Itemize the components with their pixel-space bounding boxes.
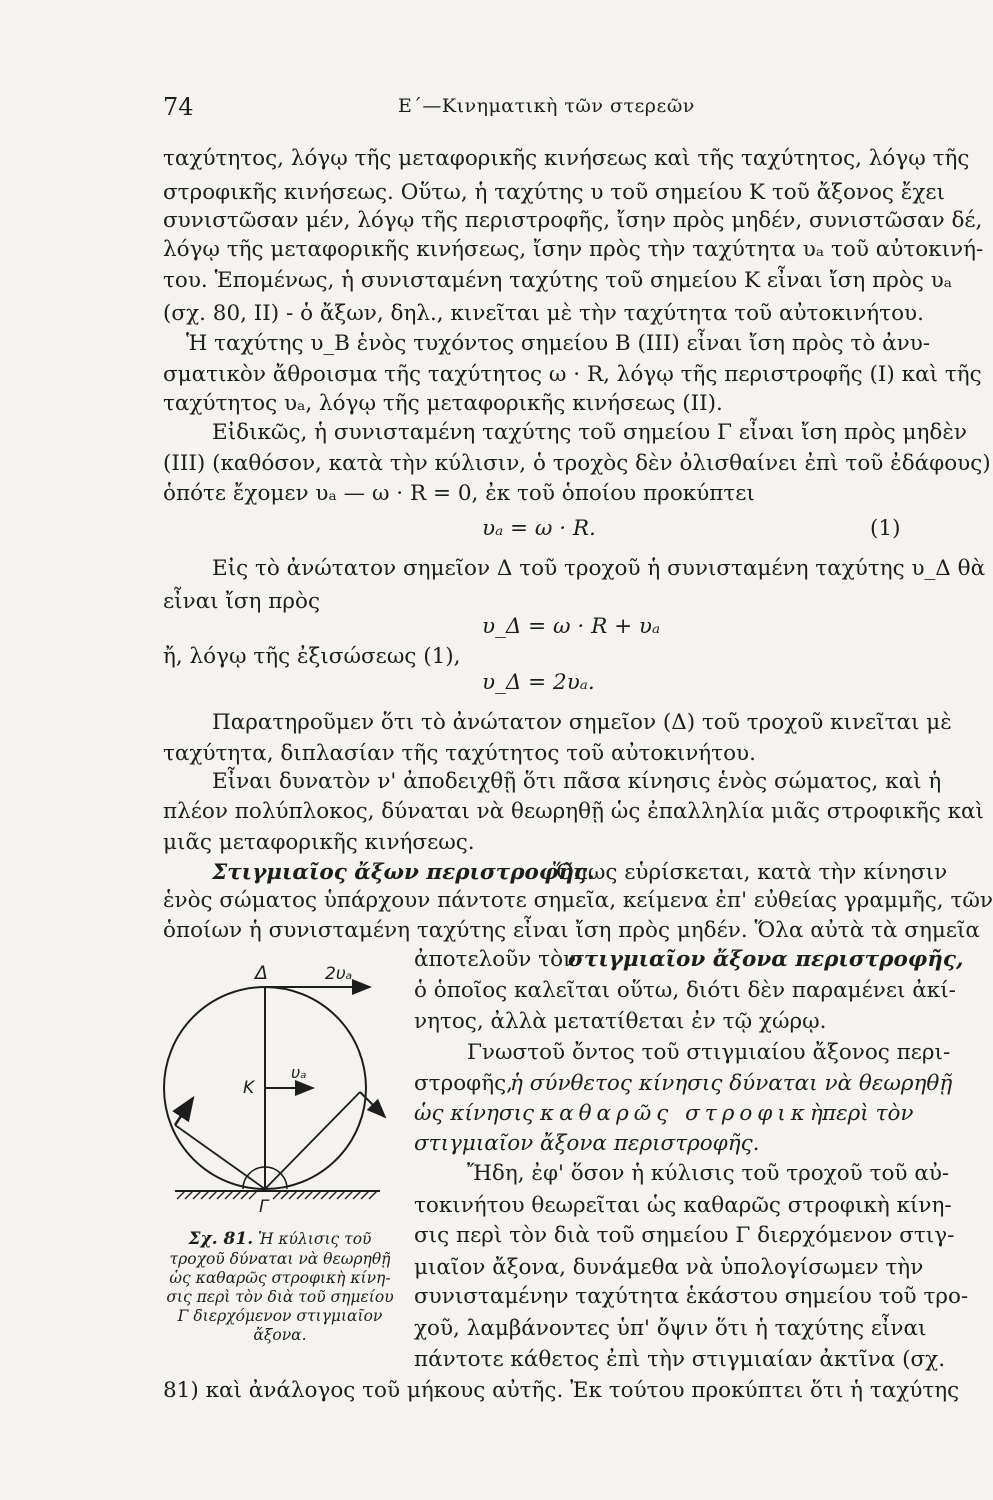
text-line: Εἶναι δυνατὸν ν' ἀποδειχθῇ ὅτι πᾶσα κίνησις ἑνὸς σώματος, καὶ ἡ — [212, 769, 942, 794]
text-line: του. Ἑπομένως, ἡ συνισταμένη ταχύτης τοῦ σημείου Κ εἶναι ἴση πρὸς υₐ — [163, 268, 953, 293]
text-line: στροφικῆς κινήσεως. Οὕτω, ἡ ταχύτης υ τοῦ σημείου Κ τοῦ ἄξονος ἔχει — [163, 180, 945, 205]
text-line: ἀποτελοῦν τὸν — [414, 947, 577, 972]
text-line: χοῦ, λαμβάνοντες ὑπ' ὄψιν ὅτι ἡ ταχύτης εἶναι — [414, 1316, 927, 1341]
text-line: μιαῖον ἄξονα, δυνάμεθα νὰ ὑπολογίσωμεν τὴν — [414, 1255, 924, 1280]
text-line: σματικὸν ἄθροισμα τῆς ταχύτητος ω · R, λόγῳ τῆς περιστροφῆς (Ι) καὶ τῆς — [163, 362, 982, 387]
label-center-point: Κ — [243, 1078, 255, 1098]
text-line: τοκινήτου θεωρεῖται ὡς καθαρῶς στροφικὴ κίνη- — [414, 1193, 952, 1218]
text-line: Γνωστοῦ ὄντος τοῦ στιγμιαίου ἄξονος περι- — [467, 1040, 951, 1065]
text-line: συνισταμένην ταχύτητα ἑκάστου σημείου τοῦ τρο- — [414, 1284, 969, 1309]
text-line: πλέον πολύπλοκος, δύναται νὰ θεωρηθῇ ὡς ἐπαλληλία μιᾶς στροφικῆς καὶ — [163, 799, 984, 824]
caption-line: ἄξονα. — [253, 1326, 307, 1344]
text-line: ὁ ὁποῖος καλεῖται οὕτω, διότι δὲν παραμένει ἀκί- — [414, 978, 956, 1003]
text-line: ταχύτητα, διπλασίαν τῆς ταχύτητος τοῦ αὐτοκινήτου. — [163, 741, 756, 766]
equation-1: υₐ = ω · R. — [482, 516, 596, 541]
spaced-term: καθαρῶς στροφικὴ — [540, 1101, 828, 1126]
emphasis-term: ἡ σύνθετος κίνησις δύναται νὰ θεωρηθῇ — [510, 1071, 953, 1096]
text-line: στροφῆς, — [414, 1071, 513, 1096]
text-line: μιᾶς μεταφορικῆς κινήσεως. — [163, 830, 475, 855]
text-line: λόγῳ τῆς μεταφορικῆς κινήσεως, ἴσην πρὸς τὴν ταχύτητα υₐ τοῦ αὐτοκινή- — [163, 237, 984, 262]
label-center-velocity: υₐ — [291, 1063, 307, 1082]
page-number: 74 — [163, 93, 194, 121]
caption-line: τροχοῦ δύναται νὰ θεωρηθῇ — [169, 1250, 391, 1268]
caption-number: Σχ. 81. — [188, 1229, 254, 1249]
equation-2: υ_Δ = ω · R + υₐ — [482, 614, 661, 639]
text-line: ταχύτητος, λόγῳ τῆς μεταφορικῆς κινήσεως καὶ τῆς ταχύτητος, λόγῳ τῆς — [163, 146, 970, 171]
text-line: (ΙΙΙ) (καθόσον, κατὰ τὴν κύλισιν, ὁ τροχὸς δὲν ὀλισθαίνει ἐπὶ τοῦ ἐδάφους) — [163, 451, 991, 476]
emphasis-term: στιγμιαῖον ἄξονα περιστροφῆς. — [414, 1131, 760, 1156]
text-line: Ἤδη, ἐφ' ὅσον ἡ κύλισις τοῦ τροχοῦ τοῦ αὐ- — [467, 1161, 950, 1186]
ground-hatching — [177, 1191, 377, 1199]
running-title: Ε΄—Κινηματικὴ τῶν στερεῶν — [398, 95, 695, 117]
emphasis-term: στιγμιαῖον ἄξονα περιστροφῆς, — [568, 947, 964, 972]
section-heading: Στιγμιαῖος ἄξων περιστροφῆς. — [212, 860, 595, 885]
text-line: σις περὶ τὸν διὰ τοῦ σημείου Γ διερχόμενον στιγ- — [414, 1223, 955, 1248]
text-line: νητος, ἀλλὰ μετατίθεται ἐν τῷ χώρῳ. — [414, 1009, 827, 1034]
text-line: ἑνὸς σώματος ὑπάρχουν πάντοτε σημεῖα, κείμενα ἐπ' εὐθείας γραμμῆς, τῶν — [163, 888, 993, 913]
rolling-wheel-figure — [155, 955, 415, 1215]
text-line: Ἡ ταχύτης υ_B ἑνὸς τυχόντος σημείου Β (ΙΙΙ) εἶναι ἴση πρὸς τὸ ἀνυ- — [186, 331, 931, 356]
text-line: ἤ, λόγῳ τῆς ἐξισώσεως (1), — [163, 644, 461, 669]
text-line: εἶναι ἴση πρὸς — [163, 589, 320, 614]
text-line: πάντοτε κάθετος ἐπὶ τὴν στιγμιαίαν ἀκτῖνα (σχ. — [414, 1347, 946, 1372]
right-chord — [265, 1092, 360, 1189]
label-contact-point: Γ — [259, 1197, 269, 1215]
label-top-velocity: 2υₐ — [325, 964, 353, 984]
text-line: 81) καὶ ἀνάλογος τοῦ μήκους αὐτῆς. Ἐκ τούτου προκύπτει ὅτι ἡ ταχύτης — [163, 1378, 960, 1403]
figure-caption — [160, 1230, 400, 1249]
caption-line: σις περὶ τὸν διὰ τοῦ σημείου — [166, 1288, 394, 1306]
caption-text: Ἡ κύλισις τοῦ — [258, 1230, 372, 1248]
text-line: ὁποίων ἡ συνισταμένη ταχύτης εἶναι ἴση πρὸς μηδέν. Ὅλα αὐτὰ τὰ σημεῖα — [163, 918, 980, 943]
text-line: Εἰδικῶς, ἡ συνισταμένη ταχύτης τοῦ σημείου Γ εἶναι ἴση πρὸς μηδὲν — [212, 420, 967, 445]
text-line: συνιστῶσαν μέν, λόγῳ τῆς περιστροφῆς, ἴσην πρὸς μηδέν, συνιστῶσαν δέ, — [163, 208, 983, 233]
caption-line: Γ διερχόμενον στιγμιαῖον — [177, 1307, 383, 1325]
text-line: Ὅπως εὑρίσκεται, κατὰ τὴν κίνησιν — [553, 860, 948, 885]
equation-1-label: (1) — [870, 516, 901, 541]
text-line: Παρατηροῦμεν ὅτι τὸ ἀνώτατον σημεῖον (Δ) τοῦ τροχοῦ κινεῖται μὲ — [212, 710, 952, 735]
emphasis-term: περὶ τὸν — [822, 1101, 914, 1126]
caption-line: ὡς καθαρῶς στροφικὴ κίνη- — [169, 1269, 391, 1287]
text-line: (σχ. 80, ΙΙ) - ὁ ἄξων, δηλ., κινεῖται μὲ τὴν ταχύτητα τοῦ αὐτοκινήτου. — [163, 301, 924, 326]
text-line: ταχύτητος υₐ, λόγῳ τῆς μεταφορικῆς κινήσεως (ΙΙ). — [163, 391, 723, 416]
equation-3: υ_Δ = 2υₐ. — [482, 670, 595, 695]
label-delta: Δ — [255, 962, 268, 984]
left-velocity-arrow — [175, 1098, 193, 1125]
emphasis-term: ὡς κίνησις — [414, 1101, 535, 1126]
text-line: ὁπότε ἔχομεν υₐ — ω · R = 0, ἐκ τοῦ ὁποίου προκύπτει — [163, 481, 755, 506]
text-line: Εἰς τὸ ἀνώτατον σημεῖον Δ τοῦ τροχοῦ ἡ συνισταμένη ταχύτης υ_Δ θὰ — [212, 556, 986, 581]
